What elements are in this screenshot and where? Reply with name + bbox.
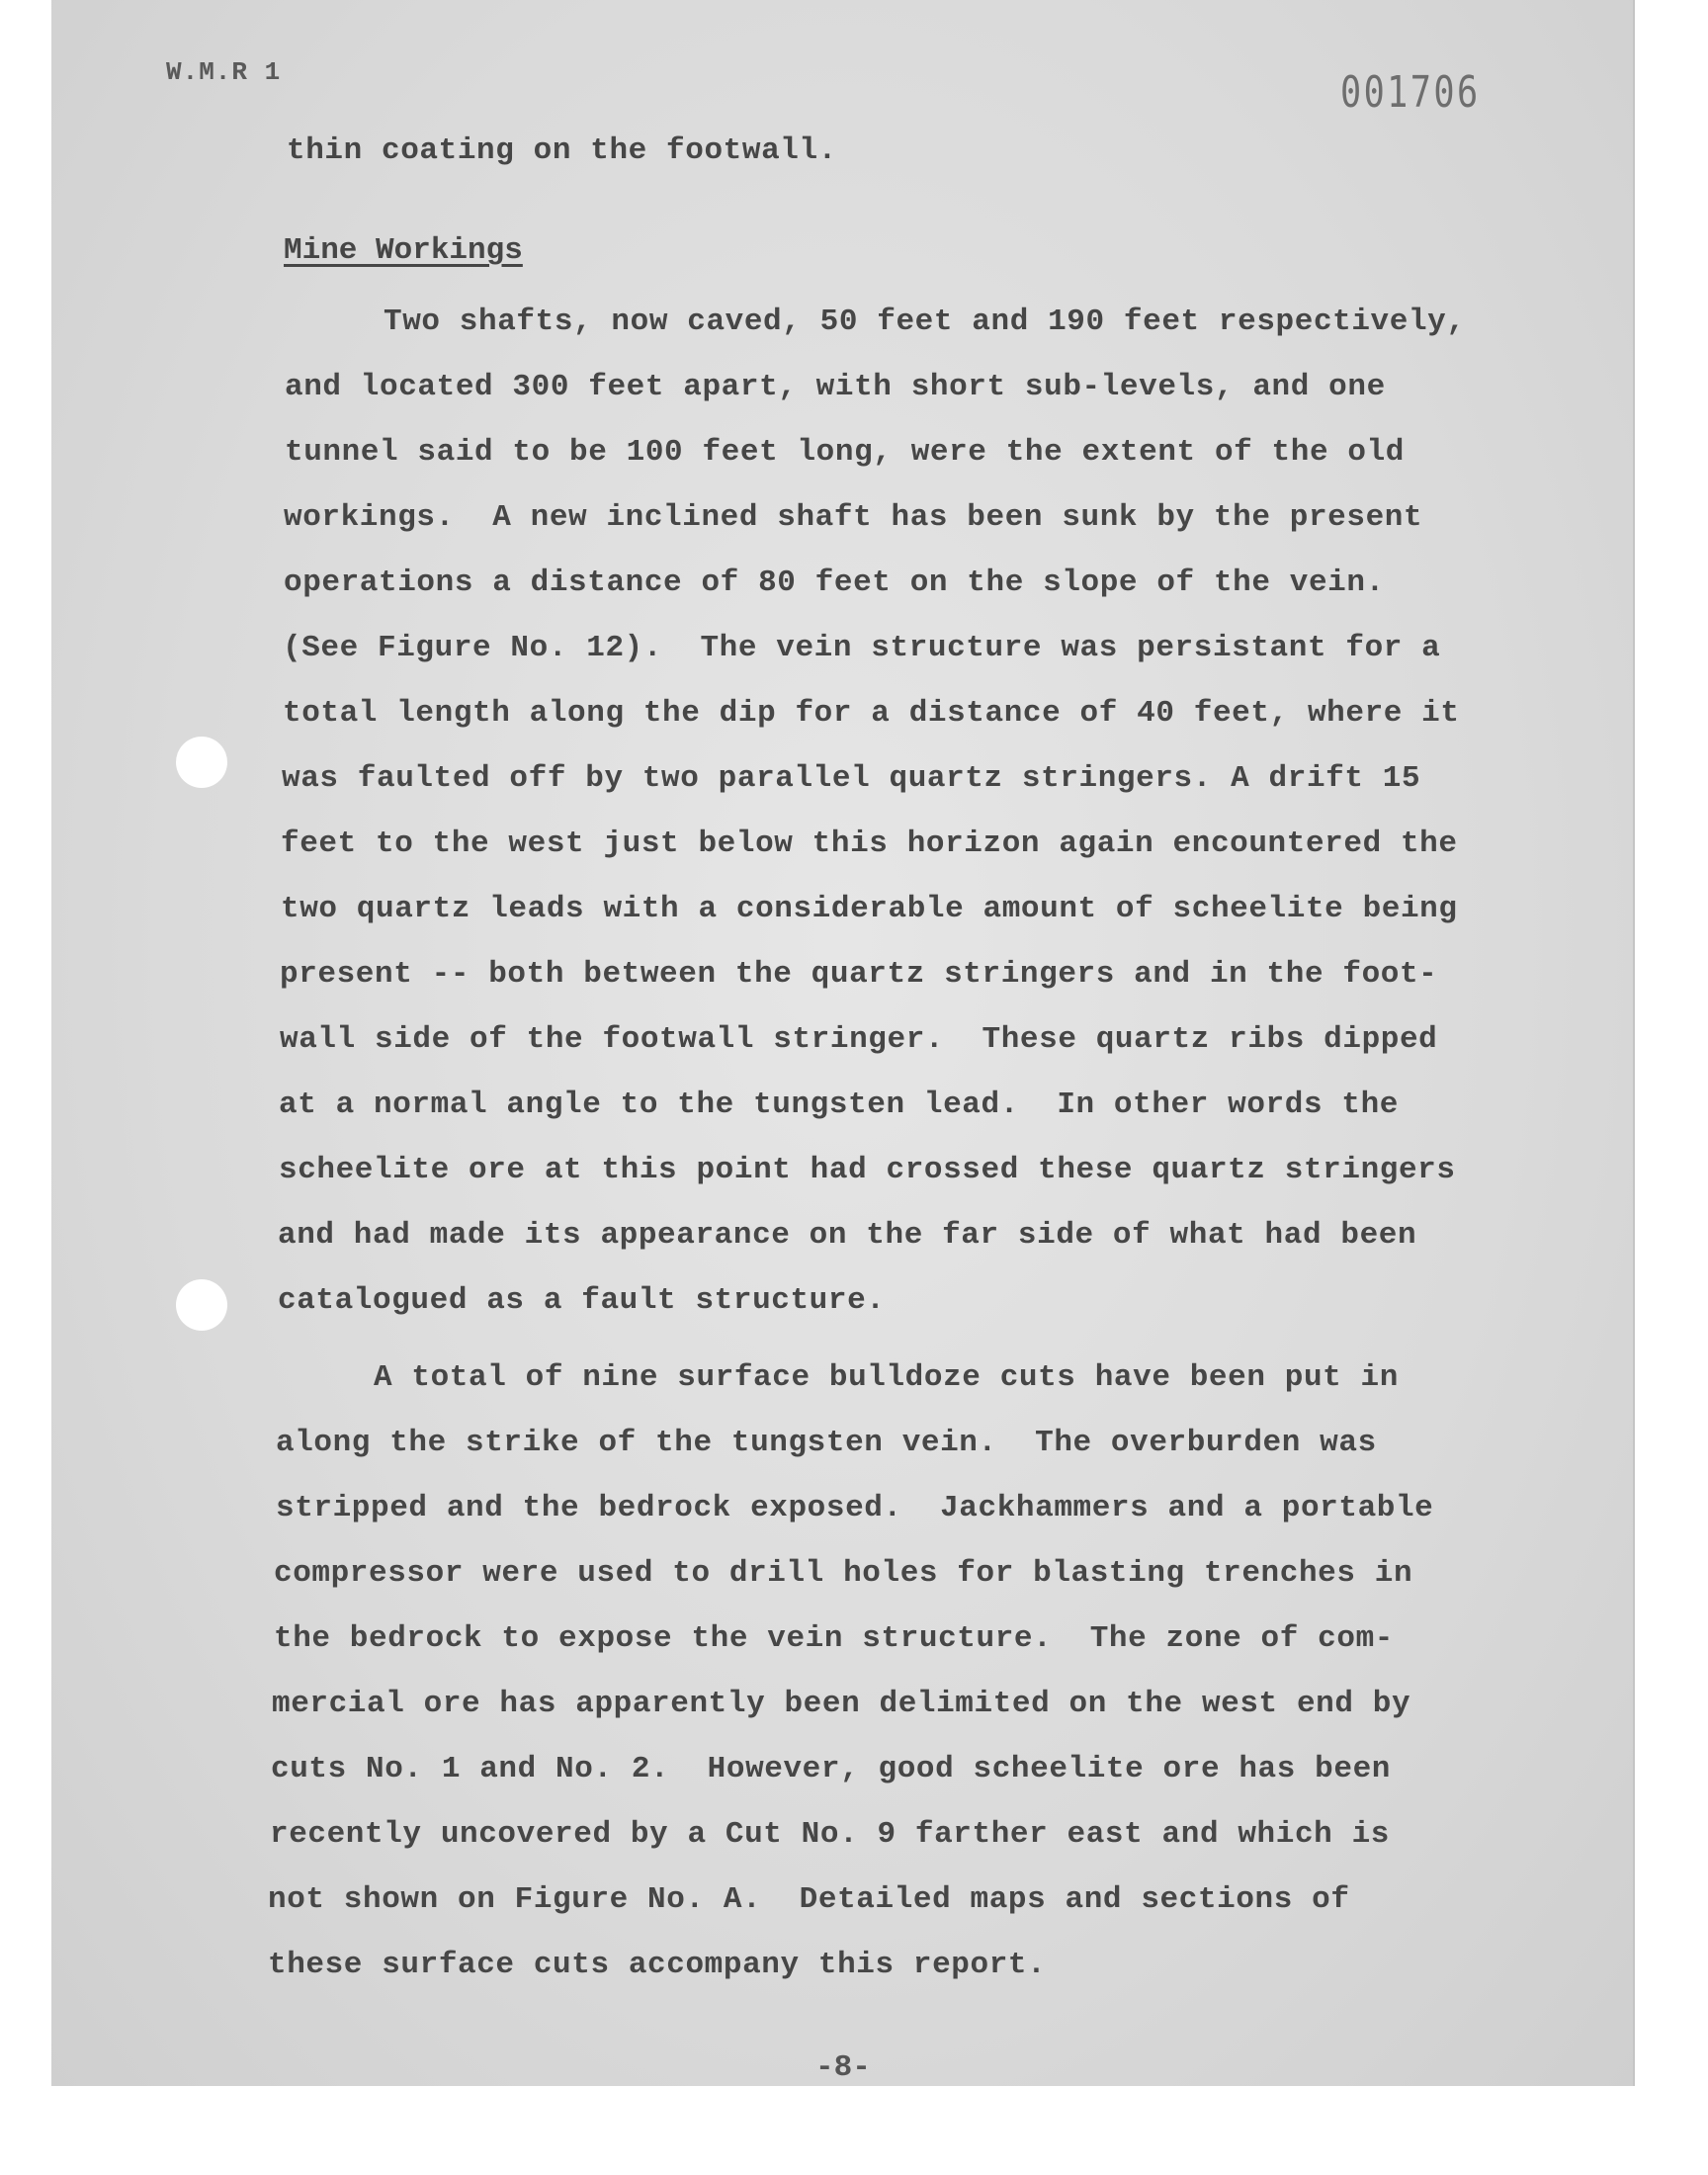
header-code: W.M.R 1: [166, 57, 282, 87]
text-line: along the strike of the tungsten vein. The overburden was: [276, 1426, 1377, 1460]
text-line: cuts No. 1 and No. 2. However, good scheelite ore has been: [271, 1752, 1391, 1786]
text-line: Two shafts, now caved, 50 feet and 190 feet respectively,: [384, 304, 1466, 339]
text-line: total length along the dip for a distance of 40 feet, where it: [283, 696, 1460, 731]
text-line: the bedrock to expose the vein structure. The zone of com-: [274, 1621, 1394, 1656]
text-line: and had made its appearance on the far side of what had been: [278, 1218, 1417, 1253]
text-line: tunnel said to be 100 feet long, were the extent of the old: [285, 435, 1405, 470]
text-line: present -- both between the quartz stringers and in the foot-: [280, 957, 1438, 992]
text-line: A total of nine surface bulldoze cuts have been put in: [374, 1360, 1399, 1395]
text-line: mercial ore has apparently been delimited on the west end by: [272, 1687, 1411, 1721]
text-line: feet to the west just below this horizon again encountered the: [281, 826, 1458, 861]
section-heading: Mine Workings: [284, 233, 523, 268]
punch-hole: [176, 737, 227, 788]
text-line: scheelite ore at this point had crossed these quartz stringers: [279, 1153, 1456, 1187]
text-line: stripped and the bedrock exposed. Jackhammers and a portable: [276, 1491, 1434, 1525]
text-line: operations a distance of 80 feet on the slope of the vein.: [284, 566, 1385, 600]
text-line: these surface cuts accompany this report.: [268, 1948, 1047, 1982]
punch-hole: [176, 1279, 227, 1331]
text-line: recently uncovered by a Cut No. 9 farther east and which is: [270, 1817, 1390, 1852]
text-line: (See Figure No. 12). The vein structure was persistant for a: [283, 631, 1441, 665]
page-number: -8-: [815, 2050, 871, 2085]
text-line: wall side of the footwall stringer. These quartz ribs dipped: [280, 1022, 1438, 1057]
page-stamp: 001706: [1340, 67, 1481, 118]
text-line: catalogued as a fault structure.: [278, 1283, 886, 1318]
text-line: two quartz leads with a considerable amount of scheelite being: [281, 892, 1458, 926]
text-line: at a normal angle to the tungsten lead. In other words the: [279, 1088, 1399, 1122]
text-line: compressor were used to drill holes for blasting trenches in: [274, 1556, 1413, 1591]
text-line: was faulted off by two parallel quartz stringers. A drift 15: [282, 761, 1421, 796]
text-line: and located 300 feet apart, with short sub-levels, and one: [285, 370, 1386, 404]
text-line: not shown on Figure No. A. Detailed maps and sections of: [268, 1882, 1350, 1917]
text-line: workings. A new inclined shaft has been sunk by the present: [284, 500, 1423, 535]
first-line: thin coating on the footwall.: [287, 133, 837, 168]
